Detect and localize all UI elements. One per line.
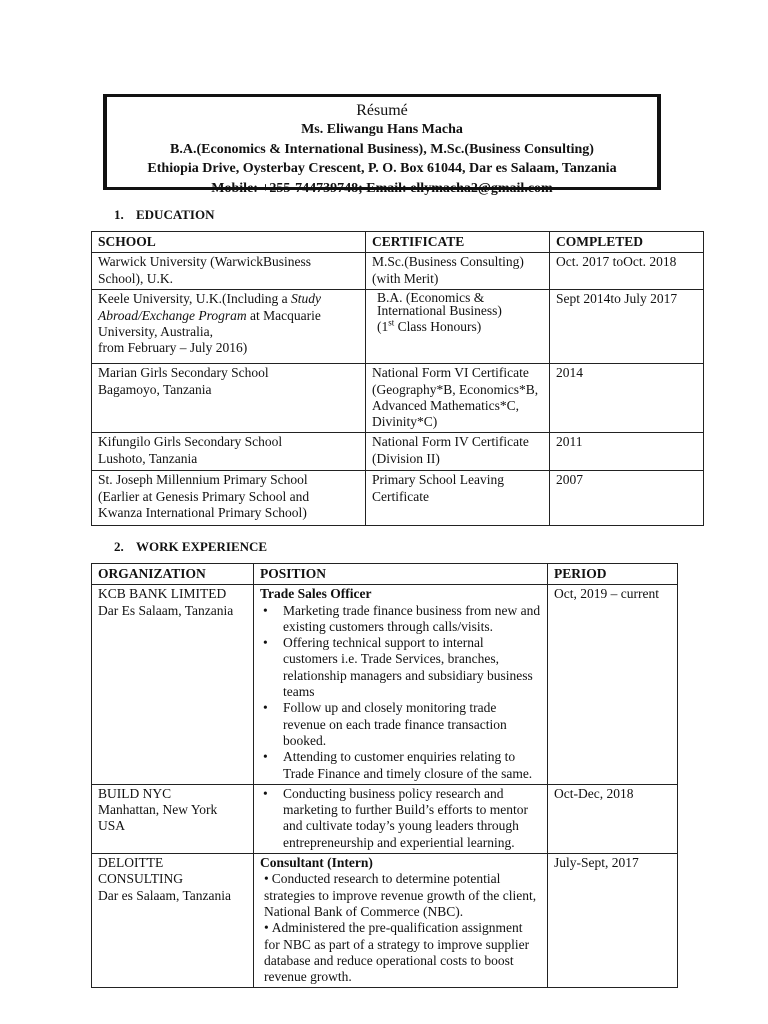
table-row bbox=[92, 854, 678, 988]
certificate-cell: B.A. (Economics & International Business) (1st Class Honours) bbox=[366, 290, 550, 364]
column-header-completed: COMPLETED bbox=[550, 232, 704, 253]
position-title: Consultant (Intern) bbox=[260, 855, 373, 871]
education-header-row bbox=[92, 232, 704, 253]
column-header-period: PERIOD bbox=[548, 564, 678, 585]
column-header-position: POSITION bbox=[254, 564, 548, 585]
certificate-cell: M.Sc.(Business Consulting) (with Merit) bbox=[366, 253, 550, 290]
certificate-cell: Primary School Leaving Certificate bbox=[366, 471, 550, 526]
list-item: • Administered the pre-qualification assignment for NBC as part of a strategy to improve supplier database and reduce operational costs to boost revenue growth. bbox=[264, 920, 530, 985]
organization-cell: BUILD NYC Manhattan, New York USA bbox=[92, 784, 254, 853]
work-title: WORK EXPERIENCE bbox=[136, 539, 268, 554]
table-row bbox=[92, 253, 704, 290]
certificate-cell: National Form VI Certificate (Geography*B, Economics*B, Advanced Mathematics*C, Divinity*C) bbox=[366, 364, 550, 433]
table-row bbox=[92, 784, 678, 853]
organization-cell: DELOITTE CONSULTING Dar es Salaam, Tanzania bbox=[92, 854, 254, 988]
work-experience-heading bbox=[114, 539, 267, 555]
school-cell: Kifungilo Girls Secondary School Lushoto, Tanzania bbox=[92, 433, 366, 471]
work-number: 2. bbox=[114, 539, 124, 554]
list-item: • Attending to customer enquiries relating to Trade Finance and timely closure of the same. bbox=[260, 749, 541, 782]
period-cell: Oct-Dec, 2018 bbox=[548, 784, 678, 853]
table-row bbox=[92, 585, 678, 785]
completed-cell: 2011 bbox=[550, 433, 704, 471]
duties-list bbox=[260, 871, 541, 985]
education-title: EDUCATION bbox=[136, 207, 215, 222]
table-row bbox=[92, 433, 704, 471]
work-experience-table bbox=[91, 563, 678, 988]
resume-title: Résumé bbox=[356, 102, 408, 119]
position-cell bbox=[254, 585, 548, 785]
list-item: • Conducted research to determine potential strategies to improve revenue growth of the client, National Bank of Commerce (NBC). bbox=[264, 871, 537, 919]
list-item: • Follow up and closely monitoring trade revenue on each trade finance transaction booked. bbox=[260, 700, 541, 749]
completed-cell: Sept 2014to July 2017 bbox=[550, 290, 704, 364]
completed-cell: 2007 bbox=[550, 471, 704, 526]
position-cell bbox=[254, 854, 548, 988]
list-item: • Conducting business policy research and marketing to further Build’s efforts to mentor and cultivate today’s young leaders through entrepreneurship and experiential learning. bbox=[260, 786, 541, 851]
school-cell: St. Joseph Millennium Primary School (Earlier at Genesis Primary School and Kwanza International Primary School) bbox=[92, 471, 366, 526]
applicant-degrees: B.A.(Economics & International Business), M.Sc.(Business Consulting) bbox=[170, 141, 594, 157]
organization-cell: KCB BANK LIMITED Dar Es Salaam, Tanzania bbox=[92, 585, 254, 785]
applicant-name: Ms. Eliwangu Hans Macha bbox=[301, 122, 463, 137]
column-header-certificate: CERTIFICATE bbox=[366, 232, 550, 253]
study-abroad-text: Study Abroad/Exchange Program bbox=[98, 291, 321, 323]
position-title: Trade Sales Officer bbox=[260, 586, 372, 602]
education-table bbox=[91, 231, 704, 526]
work-header-row bbox=[92, 564, 678, 585]
column-header-organization: ORGANIZATION bbox=[92, 564, 254, 585]
school-cell: Warwick University (WarwickBusiness School), U.K. bbox=[92, 253, 366, 290]
table-row bbox=[92, 471, 704, 526]
resume-header bbox=[103, 94, 661, 196]
column-header-school: SCHOOL bbox=[92, 232, 366, 253]
certificate-cell: National Form IV Certificate (Division II) bbox=[366, 433, 550, 471]
period-cell: July-Sept, 2017 bbox=[548, 854, 678, 988]
education-heading bbox=[114, 207, 215, 223]
applicant-contact: Mobile: +255-744739748; Email: ellymacha2@gmail.com bbox=[211, 180, 553, 196]
duties-list bbox=[260, 603, 541, 782]
table-row bbox=[92, 290, 704, 364]
list-item: • Marketing trade finance business from new and existing customers through calls/visits. bbox=[260, 603, 541, 636]
list-item: • Offering technical support to internal customers i.e. Trade Services, branches, relationship managers and subsidiary business teams bbox=[260, 635, 541, 700]
education-number: 1. bbox=[114, 207, 124, 222]
table-row bbox=[92, 364, 704, 433]
school-cell: Keele University, U.K.(Including a Study Abroad/Exchange Program at Macquarie University, Australia, from February – July 2016) bbox=[92, 290, 366, 364]
period-cell: Oct, 2019 – current bbox=[548, 585, 678, 785]
school-cell: Marian Girls Secondary School Bagamoyo, Tanzania bbox=[92, 364, 366, 433]
applicant-address: Ethiopia Drive, Oysterbay Crescent, P. O. Box 61044, Dar es Salaam, Tanzania bbox=[147, 161, 617, 176]
position-cell bbox=[254, 784, 548, 853]
completed-cell: Oct. 2017 toOct. 2018 bbox=[550, 253, 704, 290]
duties-list bbox=[260, 786, 541, 851]
completed-cell: 2014 bbox=[550, 364, 704, 433]
